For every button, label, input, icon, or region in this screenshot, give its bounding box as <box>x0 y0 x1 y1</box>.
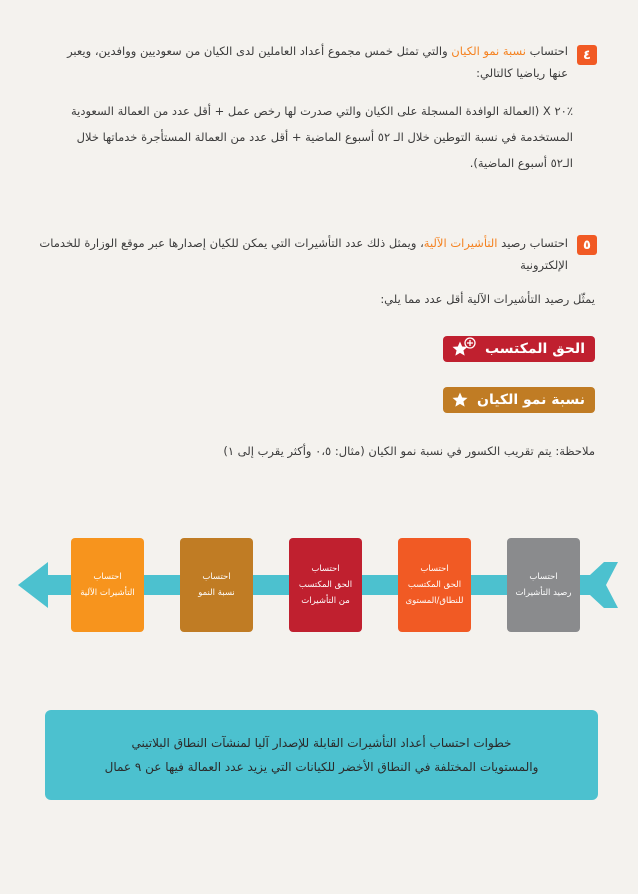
section-5-intro <box>30 232 568 276</box>
step-auto-visas-line2: التأشيرات الآلية <box>80 588 135 598</box>
step-visa-balance-line1: احتساب <box>529 572 558 582</box>
section-5-intro-accent: التأشيرات الآلية <box>423 236 498 250</box>
step-growth-rate-line1: احتساب <box>202 572 231 582</box>
summary-line-1: خطوات احتساب أعداد التأشيرات القابلة للإصدار آليا لمنشآت النطاق البلاتيني <box>131 736 512 750</box>
rounding-note: ملاحظة: يتم تقريب الكسور في نسبة نمو الكيان (مثال: ٠،٥ وأكثر يقرب إلى ١) <box>223 444 595 458</box>
section-5-subtitle: يمثّل رصيد التأشيرات الآلية أقل عدد مما يلي: <box>380 292 595 306</box>
section-4-intro-rest: والتي تمثل خمس مجموع أعداد العاملين لدى الكيان من سعوديين ووافدين، ويعبر <box>67 44 452 58</box>
step-visa-balance-line2: رصيد التأشيرات <box>515 588 572 598</box>
step-earned-right-range <box>398 538 471 632</box>
step-earned-right-visas <box>289 538 362 632</box>
section-4-intro <box>40 40 568 84</box>
pill-earned-right-label: الحق المكتسب <box>484 341 585 357</box>
step-growth-rate <box>180 538 253 632</box>
step-growth-rate-line2: نسبة النمو <box>198 588 235 598</box>
section-4-number: ٤ <box>577 45 597 65</box>
step-auto-visas <box>71 538 144 632</box>
section-5-number: ٥ <box>577 235 597 255</box>
step-earned-right-range-line2: الحق المكتسب <box>407 580 462 590</box>
step-auto-visas-line1: احتساب <box>93 572 122 582</box>
section-5-intro-rest: ، ويمثل ذلك عدد التأشيرات التي يمكن للكيان إصدارها عبر موقع الوزارة للخدمات <box>39 236 424 250</box>
step-earned-right-visas-line1: احتساب <box>311 564 340 574</box>
pill-earned-right <box>443 336 595 362</box>
section-4-intro-line2: عنها رياضيا كالتالي: <box>476 66 568 80</box>
step-earned-right-visas-line3: من التأشيرات <box>301 596 350 606</box>
summary-line-2: والمستويات المختلفة في النطاق الأخضر للكيانات التي يزيد عدد العمالة فيها عن ٩ عمال <box>104 760 539 774</box>
pill-growth-rate-label: نسبة نمو الكيان <box>477 392 585 408</box>
section-4-intro-prefix: احتساب <box>525 44 568 58</box>
formula-line-1: ٪٢٠ X (العمالة الوافدة المسجلة على الكيان والتي صدرت لها رخص عمل + أقل عدد من العمالة السعودية <box>71 104 573 118</box>
section-4-formula <box>40 98 573 176</box>
plus-circle-icon <box>464 337 476 349</box>
section-4-intro-accent: نسبة نمو الكيان <box>451 44 526 58</box>
step-earned-right-range-line1: احتساب <box>420 564 449 574</box>
section-5-intro-line2: الإلكترونية <box>520 258 568 272</box>
section-5-intro-prefix: احتساب رصيد <box>497 236 568 250</box>
formula-line-3: الـ٥٢ أسبوع الماضية). <box>469 156 573 170</box>
star-icon <box>451 391 469 409</box>
step-visa-balance <box>507 538 580 632</box>
step-earned-right-range-line3: للنطاق/المستوى <box>405 596 464 606</box>
step-earned-right-visas-line2: الحق المكتسب <box>298 580 353 590</box>
pill-growth-rate <box>443 387 595 413</box>
summary-box <box>45 710 598 800</box>
formula-line-2: المستخدمة في نسبة التوطين خلال الـ ٥٢ أسبوع الماضية + أقل عدد من العمالة المستأجرة خدماتها خلال <box>76 130 573 144</box>
